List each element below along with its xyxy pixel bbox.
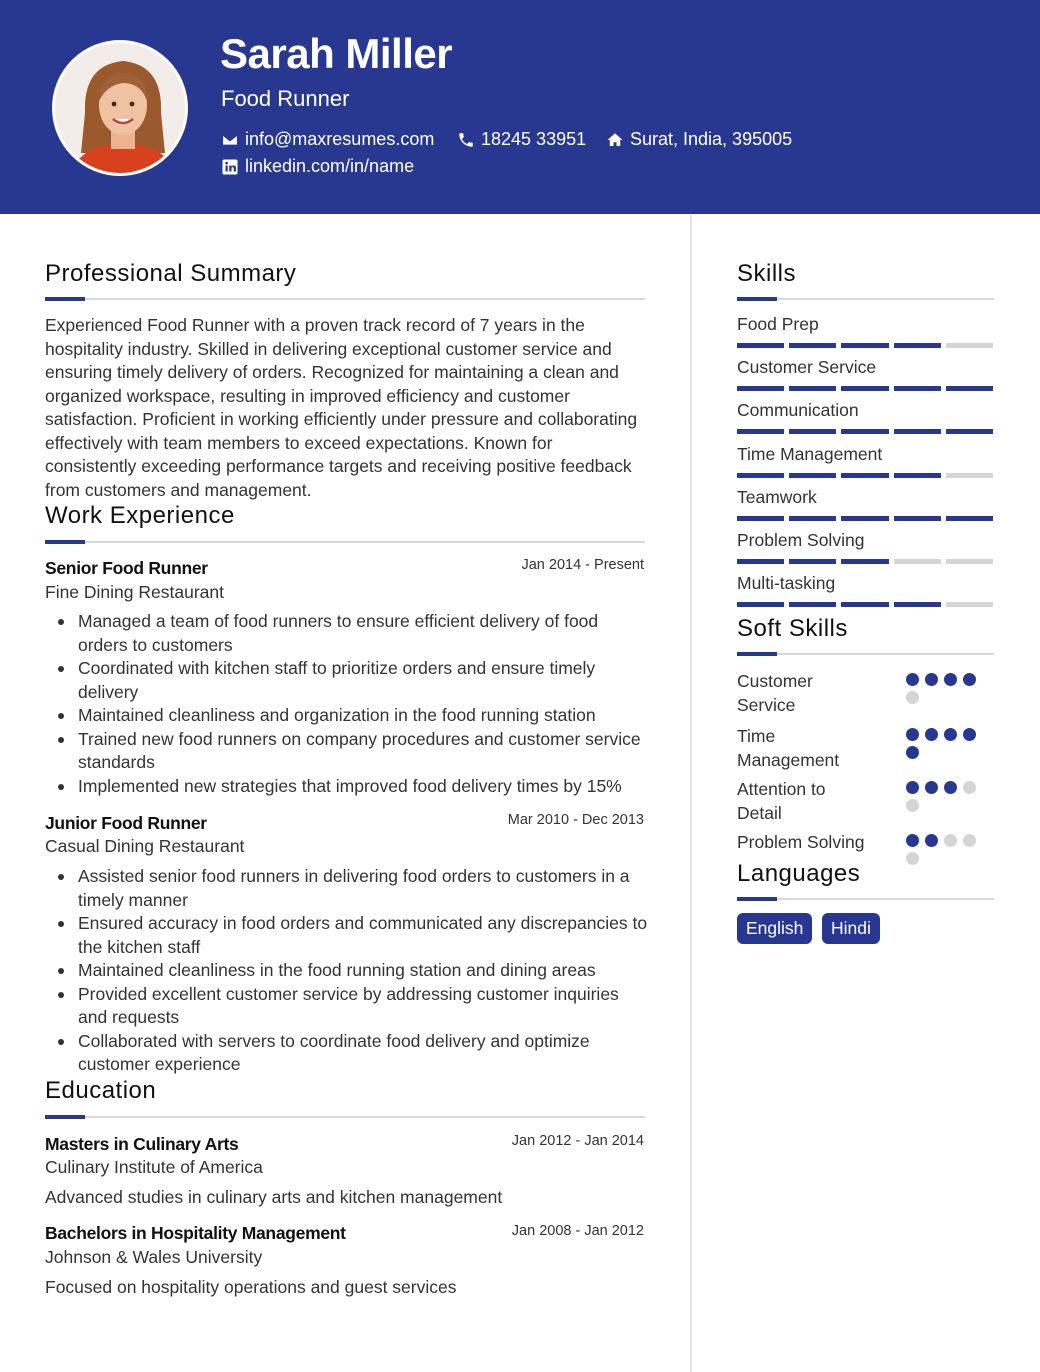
- skills-heading: Skills: [737, 260, 797, 287]
- envelope-icon: [221, 131, 239, 149]
- skill-label: Customer Service: [737, 357, 877, 378]
- skill-level-segment: [946, 473, 993, 478]
- skill-level-segment: [894, 386, 941, 391]
- skill-level-bar: [737, 473, 993, 478]
- linkedin-contact[interactable]: [221, 156, 414, 177]
- school-name: Culinary Institute of America: [45, 1157, 263, 1177]
- rating-dot: [944, 728, 957, 741]
- candidate-title: Food Runner: [221, 86, 350, 111]
- rating-dot: [925, 673, 938, 686]
- summary-rule: [45, 298, 645, 300]
- skill-level-segment: [737, 429, 784, 434]
- skill-level-segment: [894, 602, 941, 607]
- skill-level-segment: [789, 429, 836, 434]
- profile-photo-illustration: [55, 43, 188, 176]
- skill-level-segment: [841, 473, 888, 478]
- list-item: Assisted senior food runners in delivering food orders to customers in a timely manner: [78, 865, 648, 912]
- column-divider: [690, 214, 692, 1372]
- email-contact[interactable]: [221, 129, 434, 150]
- resume-header: [0, 0, 1040, 214]
- rating-dot: [944, 673, 957, 686]
- skill-label: Food Prep: [737, 314, 819, 334]
- phone-text[interactable]: 18245 33951: [481, 129, 587, 149]
- location-contact: [606, 129, 792, 150]
- skill-level-segment: [841, 429, 888, 434]
- skill-label: Time Management: [737, 443, 883, 464]
- rating-dot: [944, 834, 957, 847]
- job-company: Fine Dining Restaurant: [45, 582, 224, 602]
- soft-skill-label: Time Management: [737, 726, 840, 770]
- soft-skill-label: Problem Solving: [737, 832, 865, 852]
- skill-level-segment: [789, 516, 836, 521]
- rating-dot: [963, 834, 976, 847]
- skill-level-segment: [946, 516, 993, 521]
- degree-title: Bachelors in Hospitality Management: [45, 1223, 346, 1243]
- skill-level-segment: [894, 516, 941, 521]
- skill-level-segment: [789, 602, 836, 607]
- candidate-name: Sarah Miller: [220, 30, 453, 77]
- skill-level-segment: [789, 343, 836, 348]
- degree-title: Masters in Culinary Arts: [45, 1134, 239, 1154]
- degree-dates: Jan 2012 - Jan 2014: [511, 1133, 644, 1149]
- skill-level-segment: [737, 559, 784, 564]
- soft-skill-rating: [906, 728, 982, 759]
- soft-skills-heading: Soft Skills: [737, 615, 848, 642]
- skill-level-segment: [737, 386, 784, 391]
- job-dates: Jan 2014 - Present: [521, 557, 644, 573]
- rating-dot: [906, 799, 919, 812]
- summary-heading: Professional Summary: [45, 260, 297, 287]
- skill-label: Multi-tasking: [737, 573, 836, 594]
- skill-label: Teamwork: [737, 486, 817, 507]
- list-item: Maintained cleanliness and organization in the food running station: [78, 704, 648, 728]
- skill-level-segment: [737, 343, 784, 348]
- list-item: Provided excellent customer service by addressing customer inquiries and requests: [78, 983, 648, 1030]
- skill-level-segment: [946, 602, 993, 607]
- skill-level-segment: [946, 429, 993, 434]
- languages-rule: [737, 898, 994, 900]
- skill-level-segment: [841, 343, 888, 348]
- skills-rule: [737, 298, 994, 300]
- phone-icon: [457, 131, 475, 149]
- profile-photo: [52, 40, 188, 176]
- skill-level-segment: [894, 343, 941, 348]
- list-item: Maintained cleanliness in the food running station and dining areas: [78, 959, 648, 983]
- rating-dot: [906, 781, 919, 794]
- soft-skills-rule: [737, 653, 994, 655]
- job-bullets: [78, 865, 648, 1077]
- skill-level-bar: [737, 602, 993, 607]
- rating-dot: [963, 728, 976, 741]
- list-item: Managed a team of food runners to ensure efficient delivery of food orders to customers: [78, 610, 648, 657]
- rating-dot: [906, 691, 919, 704]
- degree-description: Focused on hospitality operations and guest services: [45, 1277, 457, 1297]
- skill-level-bar: [737, 343, 993, 348]
- skill-level-segment: [789, 386, 836, 391]
- experience-heading: Work Experience: [45, 502, 235, 529]
- list-item: Implemented new strategies that improved food delivery times by 15%: [78, 775, 648, 799]
- rating-dot: [963, 673, 976, 686]
- list-item: Collaborated with servers to coordinate food delivery and optimize customer experience: [78, 1030, 648, 1077]
- skill-level-segment: [841, 386, 888, 391]
- skill-level-segment: [894, 429, 941, 434]
- job-bullets: [78, 610, 648, 798]
- skill-level-segment: [841, 516, 888, 521]
- skill-level-segment: [841, 602, 888, 607]
- rating-dot: [906, 746, 919, 759]
- skill-level-segment: [737, 516, 784, 521]
- job-title: Junior Food Runner: [45, 813, 207, 833]
- skill-level-bar: [737, 516, 993, 521]
- skill-level-bar: [737, 559, 993, 564]
- skill-level-segment: [789, 473, 836, 478]
- location-text: Surat, India, 395005: [630, 129, 793, 149]
- rating-dot: [925, 781, 938, 794]
- rating-dot: [925, 728, 938, 741]
- soft-skill-label: Attention to Detail: [737, 779, 826, 823]
- skill-level-segment: [737, 473, 784, 478]
- rating-dot: [944, 781, 957, 794]
- skill-label: Communication: [737, 400, 859, 421]
- education-rule: [45, 1116, 645, 1118]
- summary-text: Experienced Food Runner with a proven track record of 7 years in the hospitality industry. Skilled in delivering exceptional customer service and ensuring timely delivery of orders. Recognized for maintaining a clean and organized workspace, resulting in improved efficiency and customer satisfaction. Proficient in working efficiently under pressure and collaborating effectively with team members to exceed expectations. Known for consistently exceeding performance targets and receiving positive feedback from customers and management.: [45, 315, 638, 500]
- degree-dates: Jan 2008 - Jan 2012: [511, 1223, 644, 1239]
- skill-level-segment: [946, 559, 993, 564]
- soft-skill-rating: [906, 781, 982, 812]
- rating-dot: [906, 673, 919, 686]
- skill-level-segment: [737, 602, 784, 607]
- experience-rule: [45, 541, 645, 543]
- language-badge: English: [737, 913, 812, 944]
- school-name: Johnson & Wales University: [45, 1247, 263, 1267]
- rating-dot: [906, 728, 919, 741]
- skill-level-bar: [737, 429, 993, 434]
- skill-level-segment: [946, 343, 993, 348]
- soft-skill-rating: [906, 834, 982, 865]
- rating-dot: [906, 852, 919, 865]
- phone-contact[interactable]: [457, 129, 586, 150]
- skill-level-segment: [841, 559, 888, 564]
- rating-dot: [906, 834, 919, 847]
- rating-dot: [963, 781, 976, 794]
- rating-dot: [925, 834, 938, 847]
- skill-level-bar: [737, 386, 993, 391]
- job-title: Senior Food Runner: [45, 558, 208, 578]
- email-text[interactable]: info@maxresumes.com: [245, 129, 435, 149]
- job-dates: Mar 2010 - Dec 2013: [507, 812, 644, 828]
- list-item: Coordinated with kitchen staff to prioritize orders and ensure timely delivery: [78, 657, 648, 704]
- list-item: Trained new food runners on company procedures and customer service standards: [78, 728, 648, 775]
- skill-level-segment: [789, 559, 836, 564]
- soft-skill-rating: [906, 673, 982, 704]
- soft-skill-label: Customer Service: [737, 671, 813, 715]
- education-heading: Education: [45, 1077, 157, 1104]
- linkedin-icon: [221, 158, 239, 176]
- language-badge: Hindi: [822, 913, 880, 944]
- list-item: Ensured accuracy in food orders and communicated any discrepancies to the kitchen staff: [78, 912, 648, 959]
- skill-level-segment: [894, 473, 941, 478]
- linkedin-text[interactable]: linkedin.com/in/name: [245, 156, 415, 176]
- job-company: Casual Dining Restaurant: [45, 836, 245, 856]
- skill-level-segment: [894, 559, 941, 564]
- skill-level-segment: [946, 386, 993, 391]
- degree-description: Advanced studies in culinary arts and kitchen management: [45, 1187, 503, 1207]
- skill-label: Problem Solving: [737, 530, 865, 550]
- languages-heading: Languages: [737, 860, 861, 887]
- home-icon: [606, 131, 624, 149]
